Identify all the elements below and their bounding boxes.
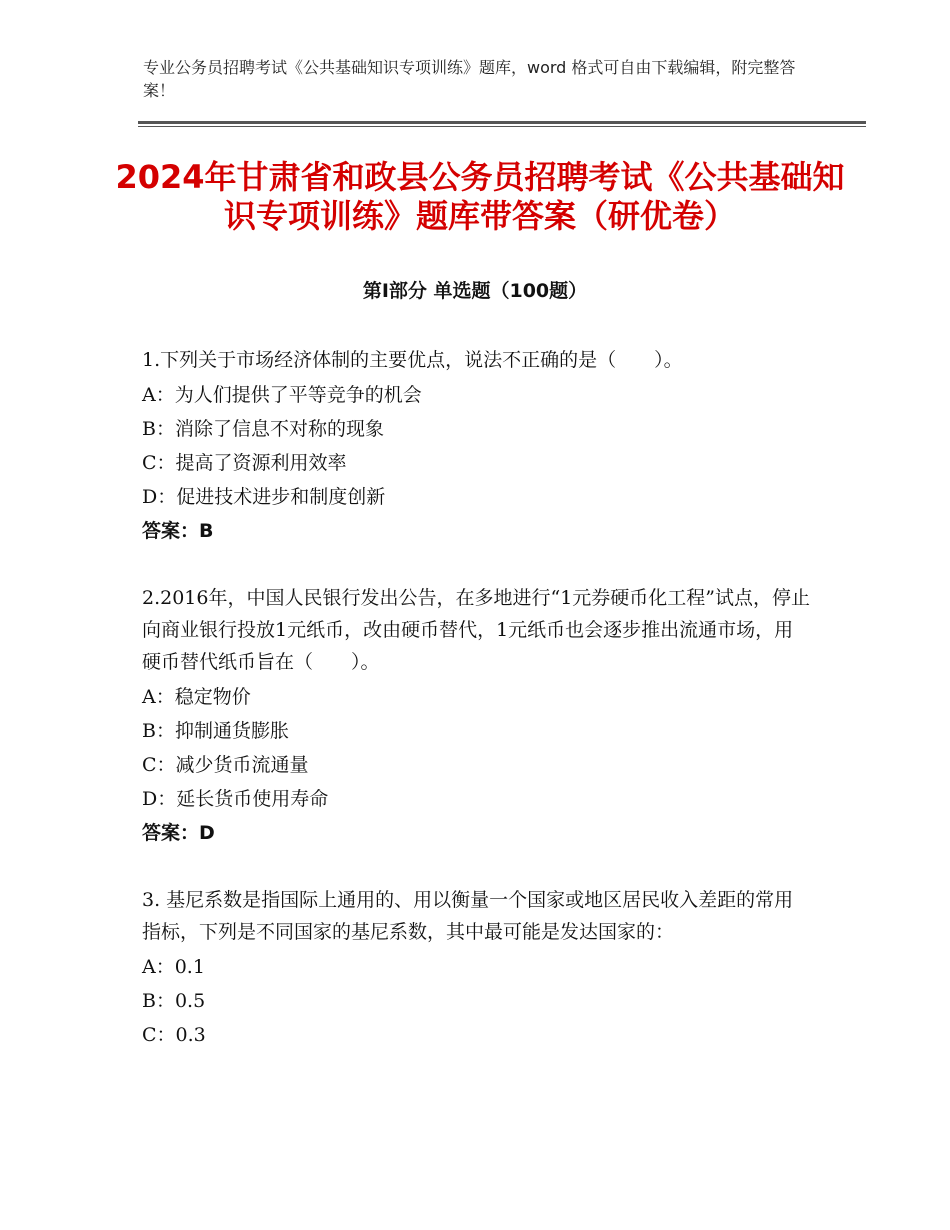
option-d: D：促进技术进步和制度创新 [142,486,386,508]
option-b: B：0.5 [142,990,206,1012]
option-b: B：抑制通货膨胀 [142,720,289,742]
question-2 [142,582,812,850]
header-note: 专业公务员招聘考试《公共基础知识专项训练》题库，word 格式可自由下载编辑，附完整答案！ [143,58,796,100]
option-c: C：减少货币流通量 [142,754,309,776]
answer: 答案：D [142,822,215,844]
header-rule-thin [138,126,866,127]
question-stem: 1.下列关于市场经济体制的主要优点，说法不正确的是（ ）。 [142,349,683,371]
option-a: A：稳定物价 [142,686,251,708]
answer: 答案：B [142,520,214,542]
option-d: D：延长货币使用寿命 [142,788,329,810]
section-heading: 第Ⅰ部分 单选题（100题） [362,280,588,302]
question-stem: 3. 基尼系数是指国际上通用的、用以衡量一个国家或地区居民收入差距的常用指标，下列是不同国家的基尼系数，其中最可能是发达国家的： [142,889,794,943]
option-c: C：0.3 [142,1024,206,1046]
option-a: A：0.1 [142,956,205,978]
question-3 [142,884,812,1052]
question-1 [142,344,812,548]
document-title: 2024年甘肃省和政县公务员招聘考试《公共基础知识专项训练》题库带答案（研优卷） [115,158,845,235]
question-list [142,344,812,1086]
option-b: B：消除了信息不对称的现象 [142,418,384,440]
question-stem: 2.2016年，中国人民银行发出公告，在多地进行“1元券硬币化工程”试点，停止向商业银行投放1元纸币，改由硬币替代，1元纸币也会逐步推出流通市场，用硬币替代纸币旨在（ ）。 [142,587,810,673]
header-rule-thick [138,121,866,124]
option-c: C：提高了资源利用效率 [142,452,347,474]
option-a: A：为人们提供了平等竞争的机会 [142,384,422,406]
